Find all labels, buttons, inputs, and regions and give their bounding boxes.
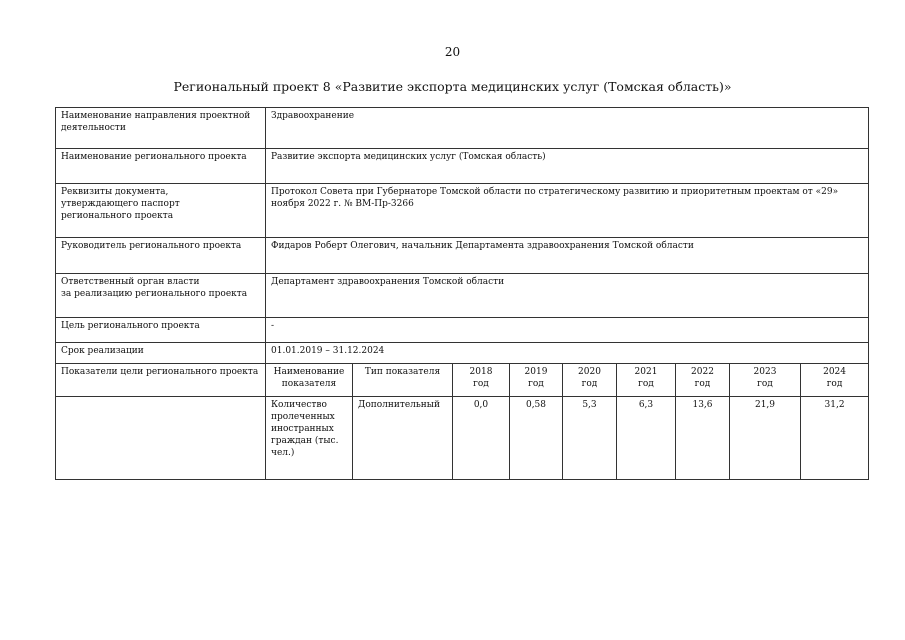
indicator-name: Количество пролеченных иностранных граждан (тыс. чел.) [266,397,353,480]
header-year: 2021 год [617,364,676,397]
table-row [56,274,869,318]
header-indicator-name: Наименование показателя [266,364,353,397]
table-row [56,108,869,149]
row-label: Срок реализации [56,343,266,364]
document-title: Региональный проект 8 «Развитие экспорта медицинских услуг (Томская область)» [173,79,732,94]
table-row [56,343,869,364]
row-value: Здравоохранение [266,108,869,149]
row-value: 01.01.2019 – 31.12.2024 [266,343,869,364]
row-value: Фидаров Роберт Олегович, начальник Департамента здравоохранения Томской области [266,238,869,274]
indicator-type: Дополнительный [353,397,453,480]
header-year: 2020 год [563,364,617,397]
row-label: Наименование направления проектной деятельности [56,108,266,149]
row-label-line: Ответственный орган власти [61,277,200,287]
row-value: Департамент здравоохранения Томской области [266,274,869,318]
indicator-value: 6,3 [617,397,676,480]
indicator-value: 0,58 [510,397,563,480]
row-label [56,274,266,318]
indicator-value: 21,9 [730,397,801,480]
indicator-row [56,397,869,480]
table-row [56,149,869,184]
table-row [56,318,869,343]
row-value: Протокол Совета при Губернаторе Томской области по стратегическому развитию и приоритетным проектам от «29» ноября 2022 г. № ВМ-Пр-3266 [266,184,869,238]
header-year: 2018 год [453,364,510,397]
table-row [56,238,869,274]
row-label: Руководитель регионального проекта [56,238,266,274]
row-label: Цель регионального проекта [56,318,266,343]
indicator-value: 31,2 [801,397,869,480]
row-value: Развитие экспорта медицинских услуг (Томская область) [266,149,869,184]
header-year: 2022 год [676,364,730,397]
header-indicator-type: Тип показателя [353,364,453,397]
row-label: Наименование регионального проекта [56,149,266,184]
row-label: Реквизиты документа, утверждающего паспорт регионального проекта [56,184,266,238]
header-year: 2024 год [801,364,869,397]
row-label: Показатели цели регионального проекта [56,364,266,397]
table-row [56,184,869,238]
project-passport-table [55,107,869,480]
header-year: 2023 год [730,364,801,397]
indicator-value: 0,0 [453,397,510,480]
empty-cell [56,397,266,480]
indicators-header-row [56,364,869,397]
row-value: - [266,318,869,343]
indicator-value: 5,3 [563,397,617,480]
header-year: 2019 год [510,364,563,397]
page-number: 20 [444,45,461,59]
row-label-line: за реализацию регионального проекта [61,289,248,299]
indicator-value: 13,6 [676,397,730,480]
